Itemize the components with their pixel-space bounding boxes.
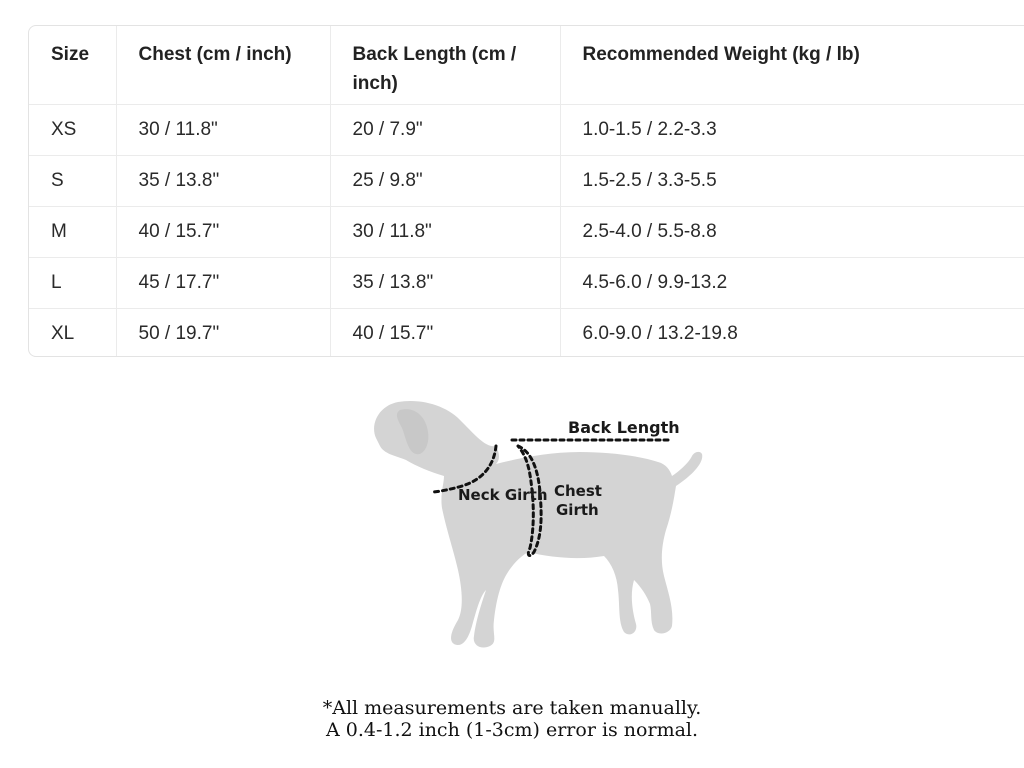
table-row: [29, 104, 1024, 155]
chest-girth-label-line1: Chest: [554, 482, 602, 500]
size-chart-table-container: [28, 25, 1024, 357]
column-header-weight: Recommended Weight (kg / lb): [560, 26, 1024, 104]
column-header-chest: Chest (cm / inch): [116, 26, 330, 104]
neck-girth-label: Neck Girth: [458, 486, 548, 504]
back-length-cell: 40 / 15.7": [330, 308, 560, 357]
back-length-cell: 30 / 11.8": [330, 206, 560, 257]
size-cell: M: [29, 206, 116, 257]
back-length-cell: 25 / 9.8": [330, 155, 560, 206]
table-row: [29, 308, 1024, 357]
weight-cell: 2.5-4.0 / 5.5-8.8: [560, 206, 1024, 257]
table-row: [29, 257, 1024, 308]
size-cell: S: [29, 155, 116, 206]
measurement-note-line2: A 0.4-1.2 inch (1-3cm) error is normal.: [325, 719, 699, 741]
weight-cell: 1.5-2.5 / 3.3-5.5: [560, 155, 1024, 206]
weight-cell: 6.0-9.0 / 13.2-19.8: [582, 322, 738, 344]
chest-cell: 30 / 11.8": [116, 104, 330, 155]
weight-cell: 1.0-1.5 / 2.2-3.3: [560, 104, 1024, 155]
back-length-cell: 20 / 7.9": [330, 104, 560, 155]
chest-cell: 40 / 15.7": [116, 206, 330, 257]
size-cell: XS: [29, 104, 116, 155]
measurement-diagram-svg: [200, 380, 910, 680]
chest-girth-label-line2: Girth: [556, 501, 599, 519]
measurement-note-line1: *All measurements are taken manually.: [322, 697, 702, 719]
table-row: [29, 206, 1024, 257]
back-length-cell: 35 / 13.8": [330, 257, 560, 308]
table-header-row: [29, 26, 1024, 104]
size-cell: L: [29, 257, 116, 308]
table-row: [29, 155, 1024, 206]
dog-silhouette-icon: [374, 401, 702, 648]
size-chart-table: [29, 26, 1024, 357]
size-cell: XL: [29, 308, 116, 357]
chest-cell: 50 / 19.7": [116, 308, 330, 357]
column-header-back-length: Back Length (cm / inch): [330, 26, 560, 104]
column-header-size: Size: [29, 26, 116, 104]
weight-cell: 4.5-6.0 / 9.9-13.2: [560, 257, 1024, 308]
measurement-diagram: [200, 380, 910, 680]
chest-cell: 35 / 13.8": [116, 155, 330, 206]
chest-cell: 45 / 17.7": [116, 257, 330, 308]
back-length-label: Back Length: [568, 418, 680, 437]
